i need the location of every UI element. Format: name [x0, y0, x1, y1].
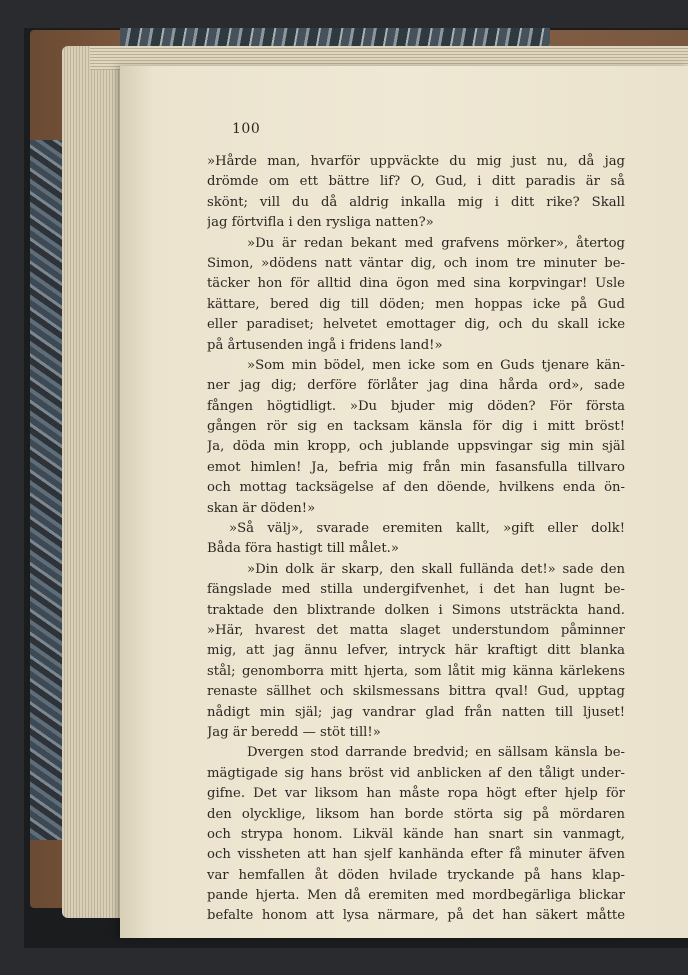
text-line: Jag är beredd — stöt till!»	[207, 724, 381, 740]
text-line: »Du är redan bekant med grafvens mörker», återtog	[247, 235, 625, 251]
text-line: skönt; vill du då aldrig inkalla mig i ditt rike? Skall	[207, 194, 625, 210]
text-line: »Här, hvarest det matta slaget understundom påminner	[207, 622, 625, 638]
text-line: »Så välj», svarade eremiten kallt, »gift eller dolk!	[229, 521, 625, 537]
text-line: den olycklige, liksom han borde störta sig på mördaren	[207, 806, 625, 822]
text-line: ner jag dig; derföre förlåter jag dina hårda ord», sade	[207, 378, 625, 394]
text-line: Ja, döda min kropp, och jublande uppsvingar sig min själ	[207, 439, 625, 455]
page-text	[207, 152, 625, 927]
text-line: och strypa honom. Likväl kände han snart sin vanmagt,	[207, 826, 625, 842]
text-line: befalte honom att lysa närmare, på det han säkert måtte	[207, 908, 625, 924]
text-line: Simon, »dödens natt väntar dig, och inom tre minuter be-	[207, 255, 625, 271]
text-line: och vissheten att han sjelf kanhända efter få minuter äfven	[207, 847, 625, 863]
text-line: mägtigade sig hans bröst vid anblicken af den tåligt under-	[207, 765, 625, 781]
text-line: täcker hon för alltid dina ögon med sina korpvingar! Usle	[207, 276, 625, 292]
text-line: renaste sällhet och skilsmessans bittra qval! Gud, upptag	[207, 684, 625, 700]
text-line: fången högtidligt. »Du bjuder mig döden? För första	[207, 398, 625, 414]
text-line: nådigt min själ; jag vandrar glad från natten till ljuset!	[207, 704, 625, 720]
text-line: »Som min bödel, men icke som en Guds tjenare kän-	[247, 357, 625, 373]
text-line: drömde om ett bättre lif? O, Gud, i ditt paradis är så	[207, 174, 625, 190]
text-line: pande hjerta. Men då eremiten med mordbegärliga blickar	[207, 888, 625, 904]
text-line: stål; genomborra mitt hjerta, som låtit mig känna kärlekens	[207, 663, 625, 679]
text-line: gången rör sig en tacksam känsla för dig i mitt bröst!	[207, 419, 625, 435]
text-line: kättare, bered dig till döden; men hoppas icke på Gud	[207, 296, 625, 312]
text-line: fängslade med stilla undergifvenhet, i det han lugnt be-	[207, 582, 625, 598]
page-number: 100	[232, 121, 261, 137]
text-line: »Din dolk är skarp, den skall fullända det!» sade den	[247, 561, 625, 577]
text-line: Båda föra hastigt till målet.»	[207, 541, 399, 557]
text-line: skan är döden!»	[207, 500, 316, 516]
text-line: mig, att jag ännu lefver, intryck här kraftigt ditt blanka	[207, 643, 625, 659]
text-line: jag förtvifla i den rysliga natten?»	[207, 215, 434, 231]
text-line: emot himlen! Ja, befria mig från min fasansfulla tillvaro	[207, 459, 625, 475]
text-line: och mottag tacksägelse af den döende, hvilkens enda ön-	[207, 480, 625, 496]
text-line: Dvergen stod darrande bredvid; en sällsam känsla be-	[247, 745, 625, 761]
marbled-endpaper-left	[30, 140, 62, 840]
text-line: traktade den blixtrande dolken i Simons utsträckta hand.	[207, 602, 625, 618]
text-line: gifne. Det var liksom han måste ropa högt efter hjelp för	[207, 786, 625, 802]
text-line: eller paradiset; helvetet emottager dig, och du skall icke	[207, 317, 625, 333]
text-line: »Hårde man, hvarför uppväckte du mig just nu, då jag	[207, 154, 625, 169]
text-line: var hemfallen åt döden hvilade tryckande på hans klap-	[207, 867, 625, 883]
text-line: på årtusenden ingå i fridens land!»	[207, 337, 443, 353]
